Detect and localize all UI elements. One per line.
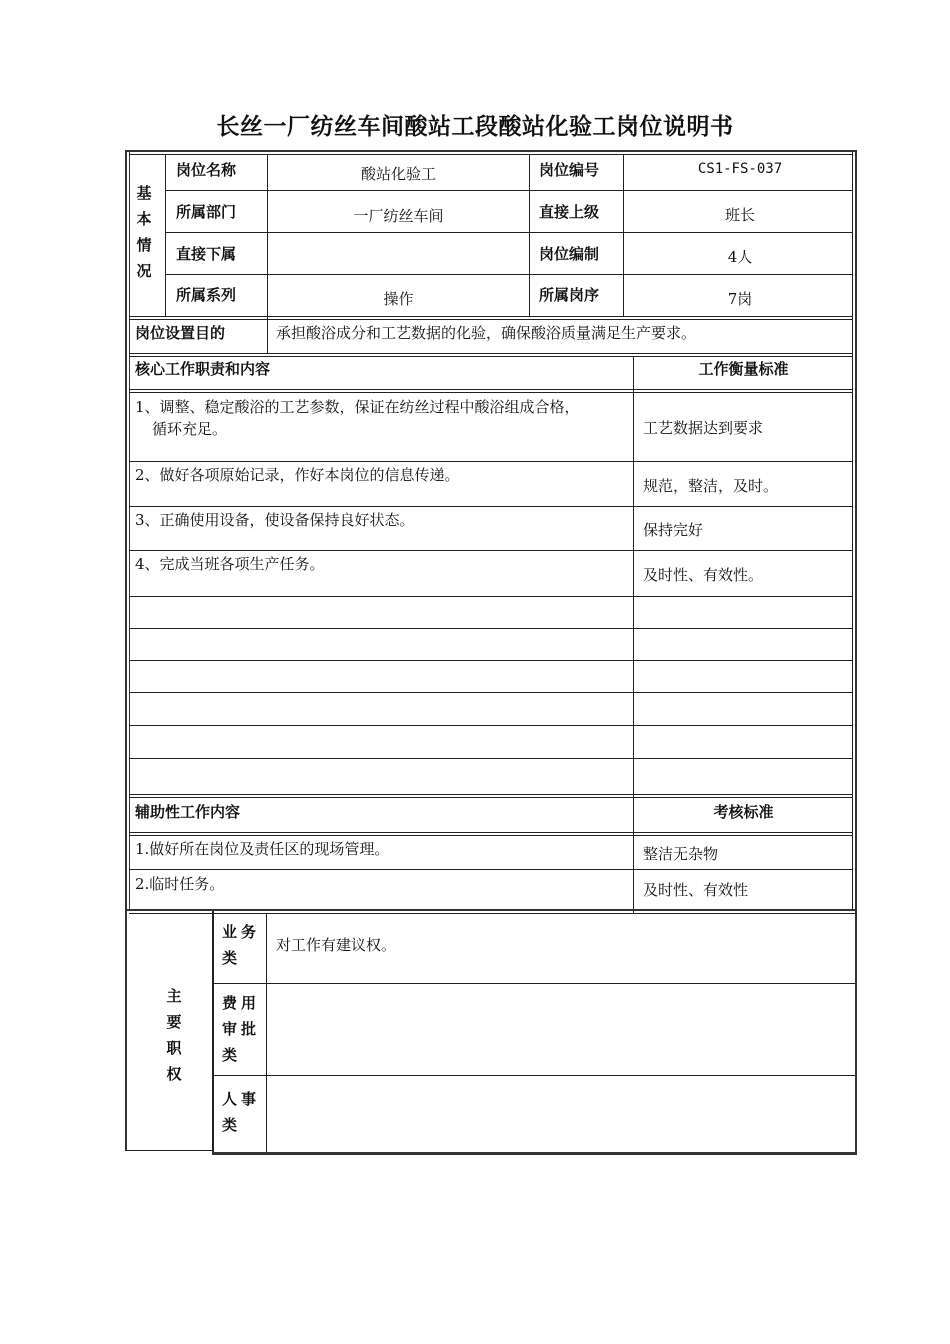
grid-line bbox=[129, 389, 853, 390]
authority-section-label: 主 要 职 权 bbox=[166, 987, 182, 1083]
grid-line bbox=[129, 461, 853, 462]
aux-item-2: 2.临时任务。 bbox=[135, 875, 225, 893]
grid-line bbox=[129, 835, 853, 836]
core-standard-3: 保持完好 bbox=[643, 521, 704, 539]
grid-line bbox=[129, 794, 853, 795]
grid-line bbox=[266, 913, 267, 1155]
grid-line bbox=[125, 1150, 213, 1151]
headcount-value: 4人 bbox=[727, 248, 753, 266]
aux-standard-1: 整洁无杂物 bbox=[643, 845, 719, 863]
grid-line bbox=[212, 911, 214, 1155]
business-label: 业务 类 bbox=[222, 923, 261, 967]
core-duty-3: 3、正确使用设备，使设备保持良好状态。 bbox=[135, 511, 415, 529]
core-standard-header: 工作衡量标准 bbox=[698, 360, 789, 378]
position-code-value: CS1-FS-037 bbox=[697, 161, 783, 177]
series-value: 操作 bbox=[383, 290, 414, 308]
grid-line bbox=[129, 506, 853, 507]
aux-standard-header: 考核标准 bbox=[713, 803, 774, 821]
grid-line bbox=[529, 154, 530, 317]
table-border-bottom bbox=[212, 1152, 857, 1155]
table-border-top bbox=[125, 150, 857, 152]
basic-section-label: 基 本 情 况 bbox=[136, 184, 152, 280]
aux-item-1: 1.做好所在岗位及责任区的现场管理。 bbox=[135, 840, 390, 858]
grid-line bbox=[129, 660, 853, 661]
grid-line bbox=[129, 628, 853, 629]
grid-line bbox=[129, 832, 853, 833]
page-title: 长丝一厂纺丝车间酸站工段酸站化验工岗位说明书 bbox=[216, 114, 734, 140]
core-header: 核心工作职责和内容 bbox=[135, 360, 271, 378]
grid-line bbox=[165, 274, 853, 275]
grid-line bbox=[129, 913, 857, 914]
grid-line bbox=[213, 1075, 855, 1076]
core-standard-4: 及时性、有效性。 bbox=[643, 566, 764, 584]
grid-line bbox=[129, 797, 853, 798]
position-code-label: 岗位编号 bbox=[539, 161, 600, 179]
sequence-value: 7岗 bbox=[727, 290, 753, 308]
grid-line bbox=[129, 356, 853, 357]
grid-line bbox=[129, 869, 853, 870]
grid-line bbox=[165, 154, 166, 317]
grid-line bbox=[129, 319, 853, 320]
purpose-label: 岗位设置目的 bbox=[135, 324, 226, 342]
business-authority: 对工作有建议权。 bbox=[276, 936, 397, 954]
position-name-value: 酸站化验工 bbox=[360, 165, 436, 183]
grid-line bbox=[129, 692, 853, 693]
personnel-label: 人事 类 bbox=[222, 1090, 261, 1134]
headcount-label: 岗位编制 bbox=[539, 245, 600, 263]
grid-line bbox=[165, 190, 853, 191]
grid-line bbox=[129, 725, 853, 726]
grid-line bbox=[129, 392, 853, 393]
grid-line bbox=[213, 983, 855, 984]
table-border-left bbox=[125, 151, 127, 1151]
grid-line bbox=[129, 316, 853, 317]
core-duty-4: 4、完成当班各项生产任务。 bbox=[135, 555, 325, 573]
aux-standard-2: 及时性、有效性 bbox=[643, 881, 749, 899]
grid-line bbox=[129, 353, 853, 354]
position-name-label: 岗位名称 bbox=[176, 161, 237, 179]
table-border-top-inner bbox=[129, 154, 853, 155]
core-standard-1: 工艺数据达到要求 bbox=[643, 419, 764, 437]
department-value: 一厂纺丝车间 bbox=[353, 207, 444, 225]
department-label: 所属部门 bbox=[176, 203, 237, 221]
sequence-label: 所属岗序 bbox=[539, 286, 600, 304]
purpose-text: 承担酸浴成分和工艺数据的化验，确保酸浴质量满足生产要求。 bbox=[276, 324, 697, 342]
grid-line bbox=[125, 909, 857, 911]
grid-line bbox=[165, 232, 853, 233]
core-duty-2: 2、做好各项原始记录，作好本岗位的信息传递。 bbox=[135, 466, 460, 484]
grid-line bbox=[633, 356, 634, 914]
expense-label: 费用 审批 类 bbox=[222, 994, 261, 1064]
grid-line bbox=[129, 596, 853, 597]
core-duty-1: 1、调整、稳定酸浴的工艺参数，保证在纺丝过程中酸浴组成合格， 循环充足。 bbox=[135, 398, 580, 438]
aux-header: 辅助性工作内容 bbox=[135, 803, 241, 821]
grid-line bbox=[129, 758, 853, 759]
superior-value: 班长 bbox=[724, 206, 755, 224]
superior-label: 直接上级 bbox=[539, 203, 600, 221]
core-standard-2: 规范，整洁，及时。 bbox=[643, 477, 779, 495]
grid-line bbox=[129, 550, 853, 551]
subordinate-label: 直接下属 bbox=[176, 245, 237, 263]
series-label: 所属系列 bbox=[176, 286, 237, 304]
